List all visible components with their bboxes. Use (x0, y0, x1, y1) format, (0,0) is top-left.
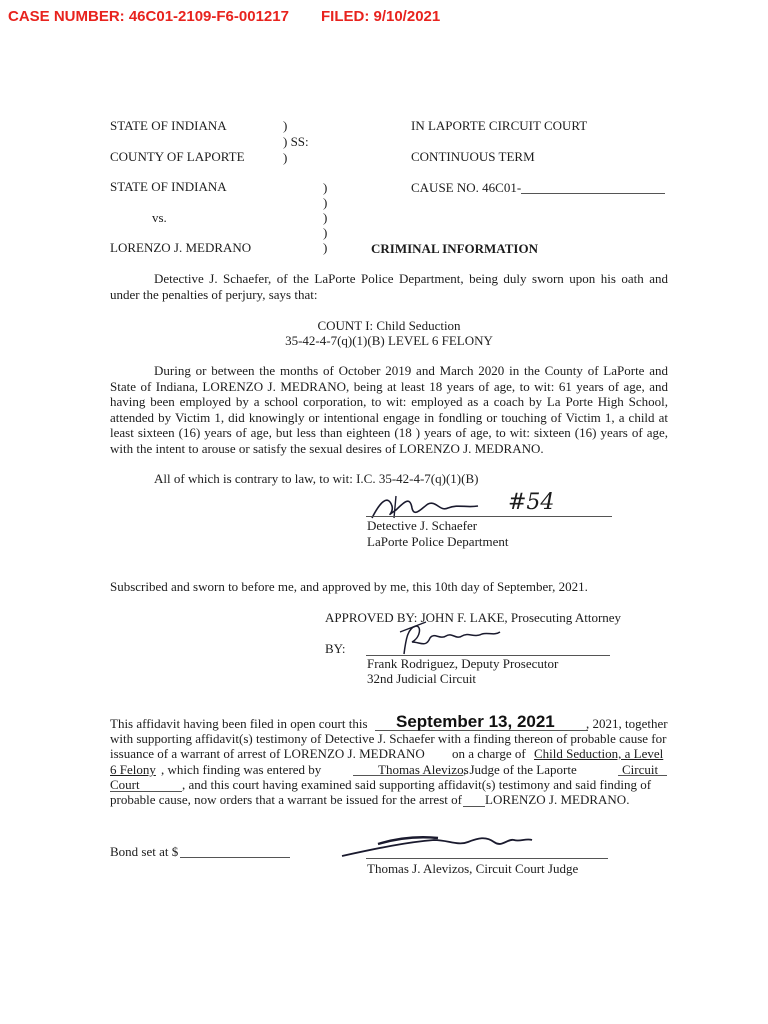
finding-judge-name: Thomas Alevizos (378, 762, 469, 777)
caption-paren: ) (323, 210, 328, 225)
prosecutor-name: Frank Rodriguez, Deputy Prosecutor (367, 656, 559, 671)
caption-paren: ) (283, 118, 288, 133)
finding-line-2: with supporting affidavit(s) testimony of Detective J. Schaefer with a finding thereon of probable cause for (110, 731, 667, 746)
arrest-line (463, 806, 485, 807)
count-title: COUNT I: Child Seduction (317, 318, 461, 333)
finding-judge-of: , Judge of the Laporte (463, 762, 577, 777)
finding-year: , 2021, together (586, 716, 668, 731)
caption-ss: ) SS: (283, 134, 309, 149)
affiant-name: Detective J. Schaefer (367, 518, 478, 533)
finding-line-5: , and this court having examined said supporting affidavit(s) testimony and said finding of (182, 777, 652, 792)
caption-term: CONTINUOUS TERM (411, 149, 535, 164)
caption-plaintiff: STATE OF INDIANA (110, 179, 227, 194)
finding-lead: This affidavit having been filed in open court this (110, 716, 368, 731)
finding-charge-2: 6 Felony (110, 762, 156, 777)
finding-entered-by: , which finding was entered by (161, 762, 322, 777)
approved-by: APPROVED BY: JOHN F. LAKE, Prosecuting Attorney (325, 610, 622, 625)
affiant-signature-line (366, 516, 612, 517)
count-body: During or between the months of October 2019 and March 2020 in the County of LaPorte and State of Indiana, LORENZO J. MEDRANO, being at least 18 years of age, to wit: 61 years of age, and having been employed by a school corporation, to wit: employed as a coach by La Porte High School, attended by Victim 1, did knowingly or intentional engage in fondling or touching of Victim 1, a child at least sixteen (16) years of age, but less than eighteen (18 ) years of age, to wit: sixteen (16) years of age, with the intent to arouse or satisfy the sexual desires of LORENZO J. MEDRANO. (110, 363, 668, 456)
affiant-dept: LaPorte Police Department (367, 534, 509, 549)
caption-paren: ) (323, 225, 328, 240)
caption-paren: ) (323, 195, 328, 210)
approved-by-prefix: BY: (325, 641, 346, 656)
judicial-circuit: 32nd Judicial Circuit (367, 671, 477, 686)
finding-charge-1: Child Seduction, a Level (534, 746, 664, 761)
case-number: CASE NUMBER: 46C01-2109-F6-001217 (8, 8, 289, 25)
finding-line-6: probable cause, now orders that a warrant be issued for the arrest of (110, 792, 462, 807)
caption-paren: ) (323, 240, 328, 255)
caption-cause-no: CAUSE NO. 46C01- (411, 180, 522, 195)
caption-state: STATE OF INDIANA (110, 118, 227, 133)
finding-court-2: Court (110, 777, 140, 792)
filed-date: FILED: 9/10/2021 (321, 8, 441, 25)
cause-no-line (521, 193, 665, 194)
finding-court-1: Circuit (622, 762, 659, 777)
contrary-to-law: All of which is contrary to law, to wit: I.C. 35-42-4-7(q)(1)(B) (154, 471, 479, 486)
caption-county: COUNTY OF LAPORTE (110, 149, 245, 164)
affiant-badge: #54 (508, 490, 555, 515)
bond-label: Bond set at $ (110, 844, 179, 859)
caption-vs: vs. (152, 210, 167, 225)
finding-line-3: issuance of a warrant of arrest of LORENZO J. MEDRANO (110, 746, 425, 761)
sworn-statement: Subscribed and sworn to before me, and approved by me, this 10th day of September, 2021. (110, 579, 588, 594)
judge-name: Thomas J. Alevizos, Circuit Court Judge (367, 861, 579, 876)
finding-on-charge: on a charge of (452, 746, 526, 761)
document-title: CRIMINAL INFORMATION (371, 241, 538, 256)
intro-paragraph: Detective J. Schaefer, of the LaPorte Police Department, being duly sworn upon his oath and under the penalties of perjury, says that: (110, 271, 668, 302)
prosecutor-signature (396, 618, 506, 660)
caption-paren: ) (283, 150, 288, 165)
caption-defendant: LORENZO J. MEDRANO (110, 240, 252, 255)
judge-signature-line (366, 858, 608, 859)
filed-date-stamp: September 13, 2021 (396, 712, 555, 731)
caption-paren: ) (323, 180, 328, 195)
bond-amount-line (180, 857, 290, 858)
judge-signature (338, 828, 538, 862)
finding-defendant: LORENZO J. MEDRANO. (485, 792, 630, 807)
caption-court: IN LAPORTE CIRCUIT COURT (411, 118, 588, 133)
count-statute: 35-42-4-7(q)(1)(B) LEVEL 6 FELONY (285, 333, 493, 348)
